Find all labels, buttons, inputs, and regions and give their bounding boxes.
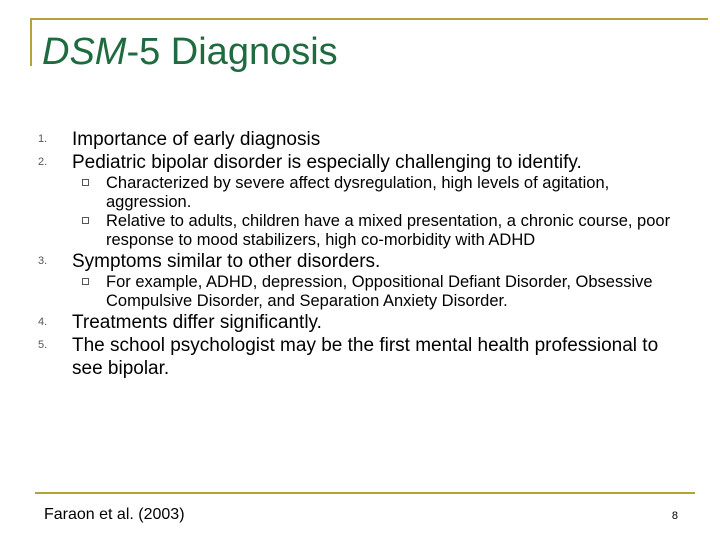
list-item-5: [38, 334, 688, 380]
list-item-4: [38, 311, 688, 334]
item-number: 4.: [38, 316, 48, 328]
item-text: Treatments differ significantly.: [72, 312, 322, 333]
list-item-1: [38, 128, 688, 151]
item-text: Importance of early diagnosis: [72, 129, 321, 150]
list-item-2: [38, 151, 688, 174]
slide-frame-top-rule: [30, 18, 708, 20]
item-text: Symptoms similar to other disorders.: [72, 251, 381, 272]
slide-frame-left-rule: [30, 18, 32, 66]
square-bullet-icon: [82, 278, 89, 285]
sub-item: [38, 174, 688, 212]
item-number: 1.: [38, 133, 48, 145]
item-number: 3.: [38, 255, 48, 267]
sub-item-text: Relative to adults, children have a mixed presentation, a chronic course, poor response to mood stabilizers, high co-morbidity with ADHD: [106, 212, 671, 249]
item-number: 2.: [38, 156, 48, 168]
sub-item-text: Characterized by severe affect dysregulation, high levels of agitation, aggression.: [106, 174, 610, 211]
sub-item-text: For example, ADHD, depression, Oppositional Defiant Disorder, Obsessive Compulsive Disorder, and Separation Anxiety Disorder.: [106, 273, 653, 310]
slide-title-rest: -5 Diagnosis: [126, 31, 338, 73]
slide-title: [42, 28, 338, 76]
item-number: 5.: [38, 339, 48, 351]
square-bullet-icon: [82, 217, 89, 224]
square-bullet-icon: [82, 179, 89, 186]
list-item-3: [38, 250, 688, 273]
page-number: 8: [671, 510, 678, 522]
citation: Faraon et al. (2003): [44, 506, 185, 523]
content-list: [38, 128, 688, 380]
item-text: Pediatric bipolar disorder is especially challenging to identify.: [72, 152, 582, 173]
sub-item: [38, 212, 688, 250]
footer-rule: [35, 492, 695, 494]
sub-item: [38, 273, 688, 311]
item-text: The school psychologist may be the first mental health professional to see bipolar.: [72, 335, 659, 379]
slide-title-italic: DSM: [42, 31, 127, 73]
